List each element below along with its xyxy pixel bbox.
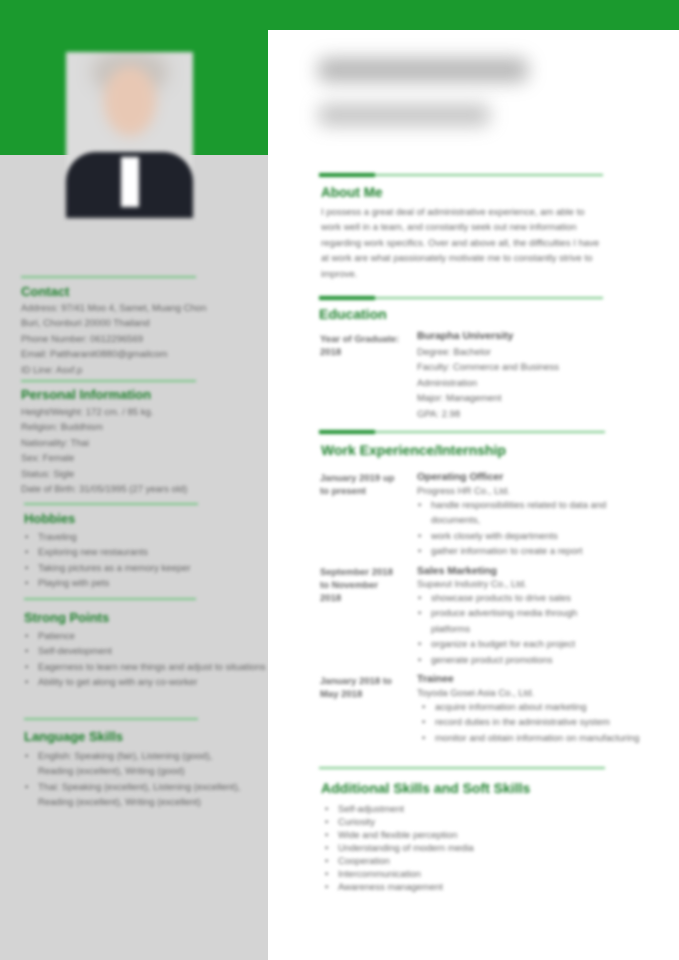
language-skills-list [24,749,246,811]
education-details: Degree: Bachelor Faculty: Commerce and Business Administration Major: Management GPA: 2.98 [417,347,560,420]
about-text: I possess a great deal of administrative experience, am able to work well in a team, and constantly seek out new information regarding work specifics. Over and above all, the difficulties I have at work are what passionately motivate me to constantly strive to improve. [321,207,600,280]
strong-points-heading: Strong Points [24,610,110,625]
job-duties [421,700,657,746]
list-item: • organize a budget for each project [417,637,617,652]
divider [24,503,198,505]
list-item: • gather information to create a report [417,544,625,559]
hobbies-heading: Hobbies [24,511,76,526]
list-item: • monitor and obtain information on manufacturing [421,731,657,746]
job-company: Supavut Industry Co., Ltd. [417,579,527,590]
list-item: • Intercommunication [324,868,584,881]
list-item: • produce advertising media through platforms [417,606,617,637]
strong-points-list [24,629,266,691]
profile-photo [66,52,193,218]
list-item: • English: Speaking (fair), Listening (good), Reading (excellent), Writing (good) [24,749,246,780]
about-heading: About Me [321,185,383,200]
list-item: • Self-adjustment [324,803,584,816]
job-company: Toyoda Gosei Asia Co., Ltd. [417,688,535,699]
list-item: • generate product promotions [417,653,617,668]
job-company: Progress HR Co., Ltd. [417,486,510,497]
list-item: • Exploring new restaurants [24,545,259,560]
divider [319,431,605,433]
university-name: Burapha University [417,330,514,342]
contact-heading: Contact [21,284,70,299]
personal-info-lines: Height/Weight: 172 cm. / 85 kg. Religion: Buddhism Nationality: Thai Sex: Female Status: Sigle Date of Birth: 31/05/1995 (27 years old) [21,407,188,496]
job-period: September 2018 to November 2018 [320,567,393,604]
additional-skills-list [324,803,584,894]
personal-info-heading: Personal Information [21,387,152,402]
list-item: • Traveling [24,530,259,545]
list-item: • Ability to get along with any co-worker [24,675,266,690]
list-item: • acquire information about marketing [421,700,657,715]
divider [24,718,198,720]
list-item: • Playing with pets [24,576,259,591]
job-period: January 2019 up to present [320,473,395,497]
list-item: • Awareness management [324,881,584,894]
list-item: • Understanding of modern media [324,842,584,855]
job-duties [417,498,625,560]
job-title: Trainee [417,673,454,685]
divider [21,380,196,382]
divider [319,767,605,769]
list-item: • handle responsibilities related to data and documents, [417,498,625,529]
language-skills-heading: Language Skills [24,729,123,744]
education-heading: Education [319,306,387,322]
job-duties [417,591,617,668]
job-title: Operating Officer [417,471,504,483]
list-item: • Cooperation [324,855,584,868]
divider [319,297,603,299]
divider [21,276,196,278]
list-item: • Eagerness to learn new things and adjust to situations [24,660,266,675]
hobbies-list [24,530,259,592]
work-heading: Work Experience/Internship [321,442,506,458]
additional-skills-heading: Additional Skills and Soft Skills [321,780,531,796]
job-period: January 2018 to May 2018 [320,676,392,700]
list-item: • Self-development [24,644,266,659]
list-item: • Taking pictures as a memory keeper [24,561,259,576]
divider [24,598,196,600]
divider [319,174,603,176]
list-item: • showcase products to drive sales [417,591,617,606]
contact-lines: Address: 97/41 Moo 4, Samet, Muang Chon Buri, Chonburi 20000 Thailand Phone Number: 0612296569 Email: Pattharanit0880@gmailcom ID Line: Asxf.p [21,303,207,376]
list-item: • record duties in the administrative system [421,715,657,730]
list-item: • Wide and flexible perception [324,829,584,842]
list-item: • Thai: Speaking (excellent), Listening (excellent), Reading (excellent), Writing (excellent) [24,780,246,811]
title-redacted [318,104,490,126]
graduation-year: Year of Graduate: 2018 [320,334,400,358]
list-item: • Curiosity [324,816,584,829]
list-item: • work closely with departments [417,529,625,544]
job-title: Sales Marketing [417,565,497,577]
name-redacted [318,58,528,82]
list-item: • Patience [24,629,266,644]
